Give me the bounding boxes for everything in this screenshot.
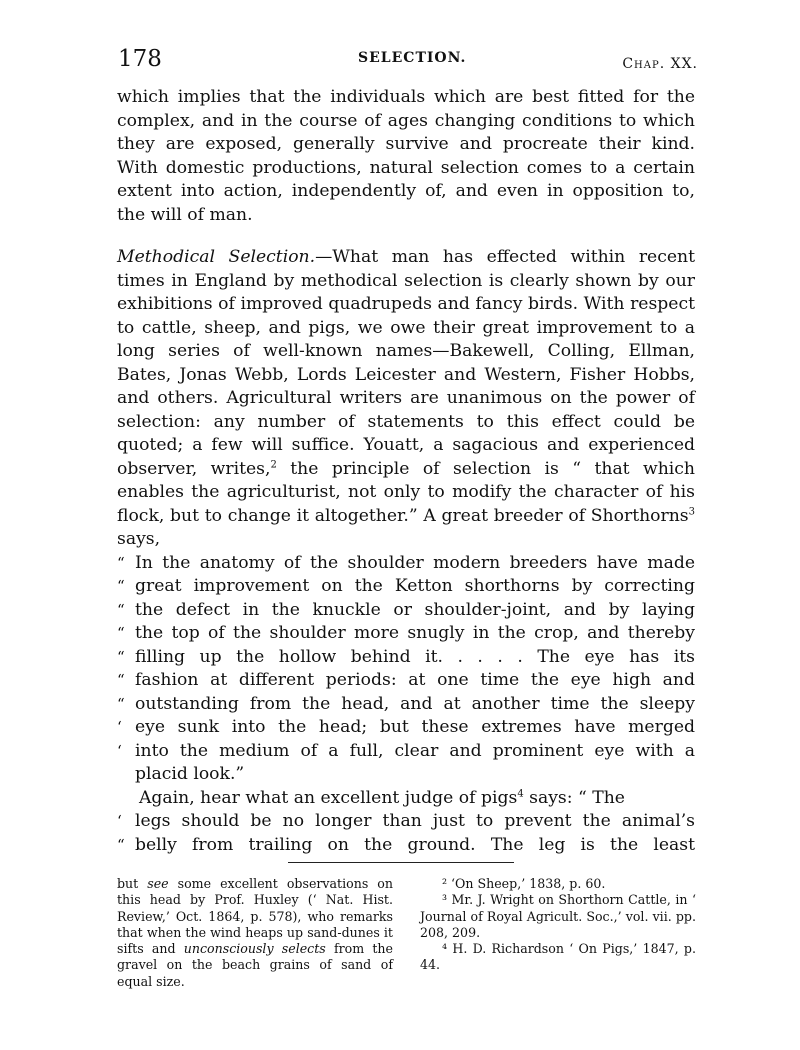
footnotes-column [420,876,696,974]
footnote-text: from the gravel on the beach grains of sand of equal size. [117,941,393,989]
footnote-ref: 2 [270,458,277,470]
page-header [118,46,698,82]
footnote-ref: 4 [517,787,524,799]
footnote-text: unconsciously selects [183,941,326,957]
paragraph-text: says: “ The [523,787,625,808]
quote-text: the top of the shoulder more snugly in the crop, and thereby [135,623,695,643]
quote-text: into the medium of a full, clear and prominent eye with a [135,740,695,761]
paragraph-pigs [117,787,695,811]
paragraph-text: Again, hear what an excellent judge of pigs [139,787,518,808]
running-title: SELECTION. [358,50,467,66]
quote-line [117,763,695,787]
footnote-3: ³ Mr. J. Wright on Shorthorn Cattle, in ‘ Journal of Royal Agricult. Soc.,’ vol. vii. pp. 208, 209. [420,892,696,940]
quote-mark: ‘ [117,741,122,760]
quote-line [117,834,695,858]
section-heading: Methodical Selection. [117,247,316,267]
paragraph-methodical-selection [117,246,695,552]
footnote-4: ⁴ H. D. Richardson ‘ On Pigs,’ 1847, p. 44. [420,941,696,973]
quote-line [117,810,695,834]
quote-text: legs should be no longer than just to prevent the animal’s [135,811,695,831]
quote-mark: ‘ [117,812,122,830]
quote-mark: “ [117,835,125,854]
paragraph-continuation: which implies that the individuals which are best fitted for the complex, and in the course of ages changing conditions to which they are exposed, generally survive and procreate their kind. With domestic productions, natural selection comes to a certain extent into action, independently of, and even in opposition to, the will of man. [117,87,695,225]
body-text [117,86,695,857]
quote-text: great improvement on the Ketton shorthorns by correcting [135,576,695,596]
footnote-divider [288,862,514,863]
quote-mark: “ [117,694,125,713]
footnote-text: but [117,876,148,891]
quote-line [117,716,695,740]
quote-text: eye sunk into the head; but these extremes have merged [135,717,695,737]
quote-mark: “ [117,577,125,595]
quote-text: filling up the hollow behind it. . . . . The eye has its [135,646,695,667]
quote-line [117,622,695,646]
quote-mark: “ [117,647,125,666]
quote-text: the defect in the knuckle or shoulder-joint, and by laying [135,599,695,620]
footnote-ref: 3 [688,505,695,517]
quote-mark: “ [117,624,125,642]
block-quote [117,810,695,857]
quote-text: In the anatomy of the shoulder modern breeders have made [135,552,695,573]
quote-line [117,646,695,670]
quote-mark: “ [117,553,125,572]
footnote-text: some excellent observations on this head by Prof. Huxley (‘ Nat. Hist. Review,’ Oct. 1864, p. 578), who remarks that when the wind heaps up sand-dunes it sifts and [117,876,393,957]
paragraph-text: the principle of selection is “ that which enables the agriculturist, not only to modify the character of his flock, but to change it altogether.” A great breeder of Shorthorns [117,458,695,526]
quote-line [117,669,695,693]
quote-line [117,740,695,764]
block-quote [117,552,695,787]
quote-mark: “ [117,600,125,619]
quote-text: belly from trailing on the ground. The leg is the least [135,834,695,855]
footnote-continuation [117,876,393,990]
quote-line [117,552,695,576]
footnote-2: ² ‘On Sheep,’ 1838, p. 60. [442,876,606,891]
paragraph-text: says, [117,529,161,549]
chapter-label: Chap. XX. [622,56,698,72]
page-number: 178 [118,46,162,72]
quote-mark: ‘ [117,718,122,736]
quote-mark: “ [117,671,125,689]
footnote-text: see [147,876,169,891]
quote-text: placid look.” [135,764,245,784]
quote-line [117,575,695,599]
paragraph-text: —What man has effected within recent times in England by methodical selection is clearly shown by our exhibitions of improved quadrupeds and fancy birds. With respect to cattle, sheep, and pigs, we owe their great improvement to a long series of well-known names—Bakewell, Colling, Ellman, Bates, Jonas Webb, Lords Leicester and Western, Fisher Hobbs, and others. Agricultural writers are unanimous on the power of selection: any number of statements to this effect could be quoted; a few will suffice. Youatt, a sagacious and experienced observer, writes, [117,247,695,479]
quote-line [117,693,695,717]
quote-text: outstanding from the head, and at another time the sleepy [135,693,695,714]
quote-text: fashion at different periods: at one time the eye high and [135,670,695,690]
quote-line [117,599,695,623]
